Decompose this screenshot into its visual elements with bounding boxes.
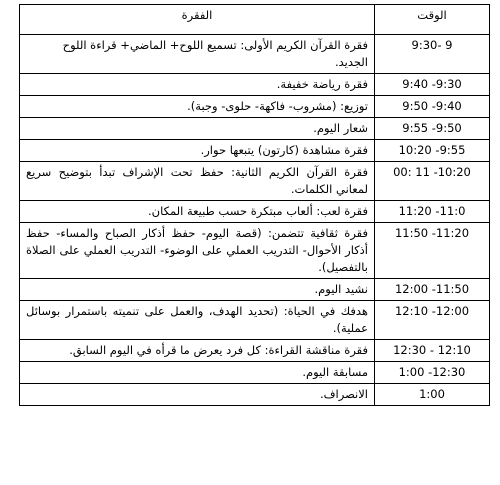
segment-cell: فقرة القرآن الكريم الأولى: تسميع اللوح+ الماضي+ قراءة اللوح الجديد. bbox=[20, 35, 375, 74]
table-row bbox=[20, 140, 490, 162]
table-row bbox=[20, 301, 490, 340]
time-cell: 12:00- 12:10 bbox=[375, 301, 490, 340]
segment-column-header: الفقرة bbox=[20, 5, 375, 35]
time-cell: 9:50- 9:55 bbox=[375, 118, 490, 140]
time-cell: 9:55- 10:20 bbox=[375, 140, 490, 162]
segment-cell: فقرة القرآن الكريم الثانية: حفظ تحت الإشراف تبدأ بتوضيح سريع لمعاني الكلمات. bbox=[20, 162, 375, 201]
segment-cell: فقرة رياضة خفيفة. bbox=[20, 74, 375, 96]
table-row bbox=[20, 384, 490, 406]
time-cell: 9 -9:30 bbox=[375, 35, 490, 74]
segment-cell: نشيد اليوم. bbox=[20, 279, 375, 301]
time-cell: 12:30- 1:00 bbox=[375, 362, 490, 384]
table-row bbox=[20, 118, 490, 140]
time-cell: 12:10 - 12:30 bbox=[375, 340, 490, 362]
segment-cell: فقرة لعب: ألعاب مبتكرة حسب طبيعة المكان. bbox=[20, 201, 375, 223]
time-cell: 11:20- 11:50 bbox=[375, 223, 490, 279]
segment-cell: فقرة مشاهدة (كارتون) يتبعها حوار. bbox=[20, 140, 375, 162]
time-cell: 9:40- 9:50 bbox=[375, 96, 490, 118]
segment-cell: توزيع: (مشروب- فاكهة- حلوى- وجبة). bbox=[20, 96, 375, 118]
table-row bbox=[20, 223, 490, 279]
time-cell: 11:0- 11:20 bbox=[375, 201, 490, 223]
table-row bbox=[20, 35, 490, 74]
segment-cell: شعار اليوم. bbox=[20, 118, 375, 140]
segment-cell: هدفك في الحياة: (تحديد الهدف، والعمل على تنميته باستمرار بوسائل عملية). bbox=[20, 301, 375, 340]
segment-cell: مسابقة اليوم. bbox=[20, 362, 375, 384]
time-cell: 1:00 bbox=[375, 384, 490, 406]
segment-cell: الانصراف. bbox=[20, 384, 375, 406]
schedule-table bbox=[19, 4, 490, 406]
table-row bbox=[20, 201, 490, 223]
table-row bbox=[20, 362, 490, 384]
time-cell: 9:30- 9:40 bbox=[375, 74, 490, 96]
table-row bbox=[20, 279, 490, 301]
table-row bbox=[20, 340, 490, 362]
time-column-header: الوقت bbox=[375, 5, 490, 35]
segment-cell: فقرة ثقافية تتضمن: (قصة اليوم- حفظ أذكار الصباح والمساء- حفظ أذكار الأحوال- التدريب العملي على الوضوء- التدريب العملي على الصلاة بالتفصيل). bbox=[20, 223, 375, 279]
table-row bbox=[20, 162, 490, 201]
time-cell: 11:50- 12:00 bbox=[375, 279, 490, 301]
header-row bbox=[20, 5, 490, 35]
segment-cell: فقرة مناقشة القراءة: كل فرد يعرض ما قرأه في اليوم السابق. bbox=[20, 340, 375, 362]
time-cell: 10:20- 11 :00 bbox=[375, 162, 490, 201]
table-row bbox=[20, 74, 490, 96]
schedule-sheet bbox=[19, 4, 489, 406]
table-row bbox=[20, 96, 490, 118]
